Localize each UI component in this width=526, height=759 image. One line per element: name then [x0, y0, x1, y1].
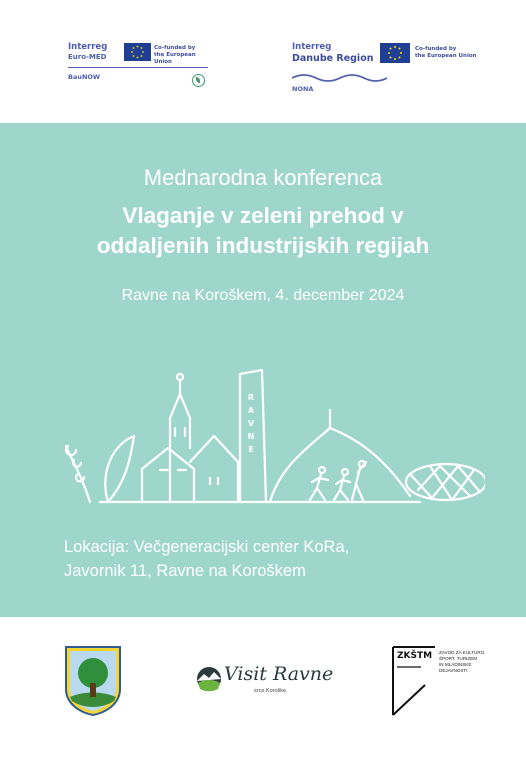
cofund-line-1: Co-funded by	[154, 45, 196, 51]
cofund-text	[415, 46, 477, 60]
programme-label: Danube Region	[292, 53, 374, 64]
eu-flag-icon	[380, 43, 410, 63]
cofund-text	[154, 45, 213, 66]
interreg-euro-med-logo	[68, 42, 213, 97]
event-location	[64, 535, 349, 583]
zkstm-description	[439, 650, 499, 674]
zkstm-desc-line-1: ZAVOD ZA KULTURO,	[439, 650, 486, 655]
zkstm-desc-line-4: DEJAVNOSTI	[439, 668, 468, 673]
event-title	[0, 201, 526, 261]
event-banner	[0, 123, 526, 617]
wave-line-icon	[292, 72, 387, 82]
cofund-line-1: Co-funded by	[415, 46, 457, 52]
project-name: NONA	[292, 85, 314, 93]
zkstm-logo	[391, 645, 501, 717]
zkstm-desc-line-3: IN MLADINSKE	[439, 662, 472, 667]
visit-tagline: srce Koroške	[254, 688, 287, 694]
location-line-1: Lokacija: Večgeneracijski center KoRa,	[64, 538, 350, 556]
mountain-icon	[196, 665, 222, 693]
sponsor-footer	[0, 617, 526, 759]
visit-ravne-logo	[196, 661, 336, 701]
leaf-badge-icon	[192, 74, 205, 87]
project-name: BauNOW	[68, 73, 101, 81]
interreg-label: Interreg	[68, 42, 108, 52]
event-subtitle: Mednarodna konferenca	[143, 165, 383, 190]
interreg-danube-logo	[292, 42, 492, 97]
interreg-label: Interreg	[292, 42, 332, 52]
cofund-line-2: the European Union	[415, 53, 477, 59]
zkstm-abbr: ZKŠTM	[397, 651, 433, 661]
header-logos	[0, 0, 526, 123]
visit-brand: Visit Ravne	[224, 663, 334, 685]
divider-line	[68, 67, 208, 68]
location-line-2: Javornik 11, Ravne na Koroškem	[64, 562, 306, 580]
event-date: Ravne na Koroškem, 4. december 2024	[121, 287, 405, 304]
town-skyline-illustration	[60, 366, 485, 506]
chimney-text: RAVNE	[247, 393, 255, 454]
event-title-line-2: oddaljenih industrijskih regijah	[96, 233, 430, 258]
eu-flag-icon	[124, 43, 151, 61]
zkstm-desc-line-2: ŠPORT, TURIZEM	[439, 656, 478, 661]
cofund-line-2: the European Union	[154, 52, 196, 65]
event-title-line-1: Vlaganje v zeleni prehod v	[122, 203, 404, 228]
programme-label: Euro-MED	[68, 53, 107, 61]
coat-of-arms-logo	[64, 645, 122, 717]
